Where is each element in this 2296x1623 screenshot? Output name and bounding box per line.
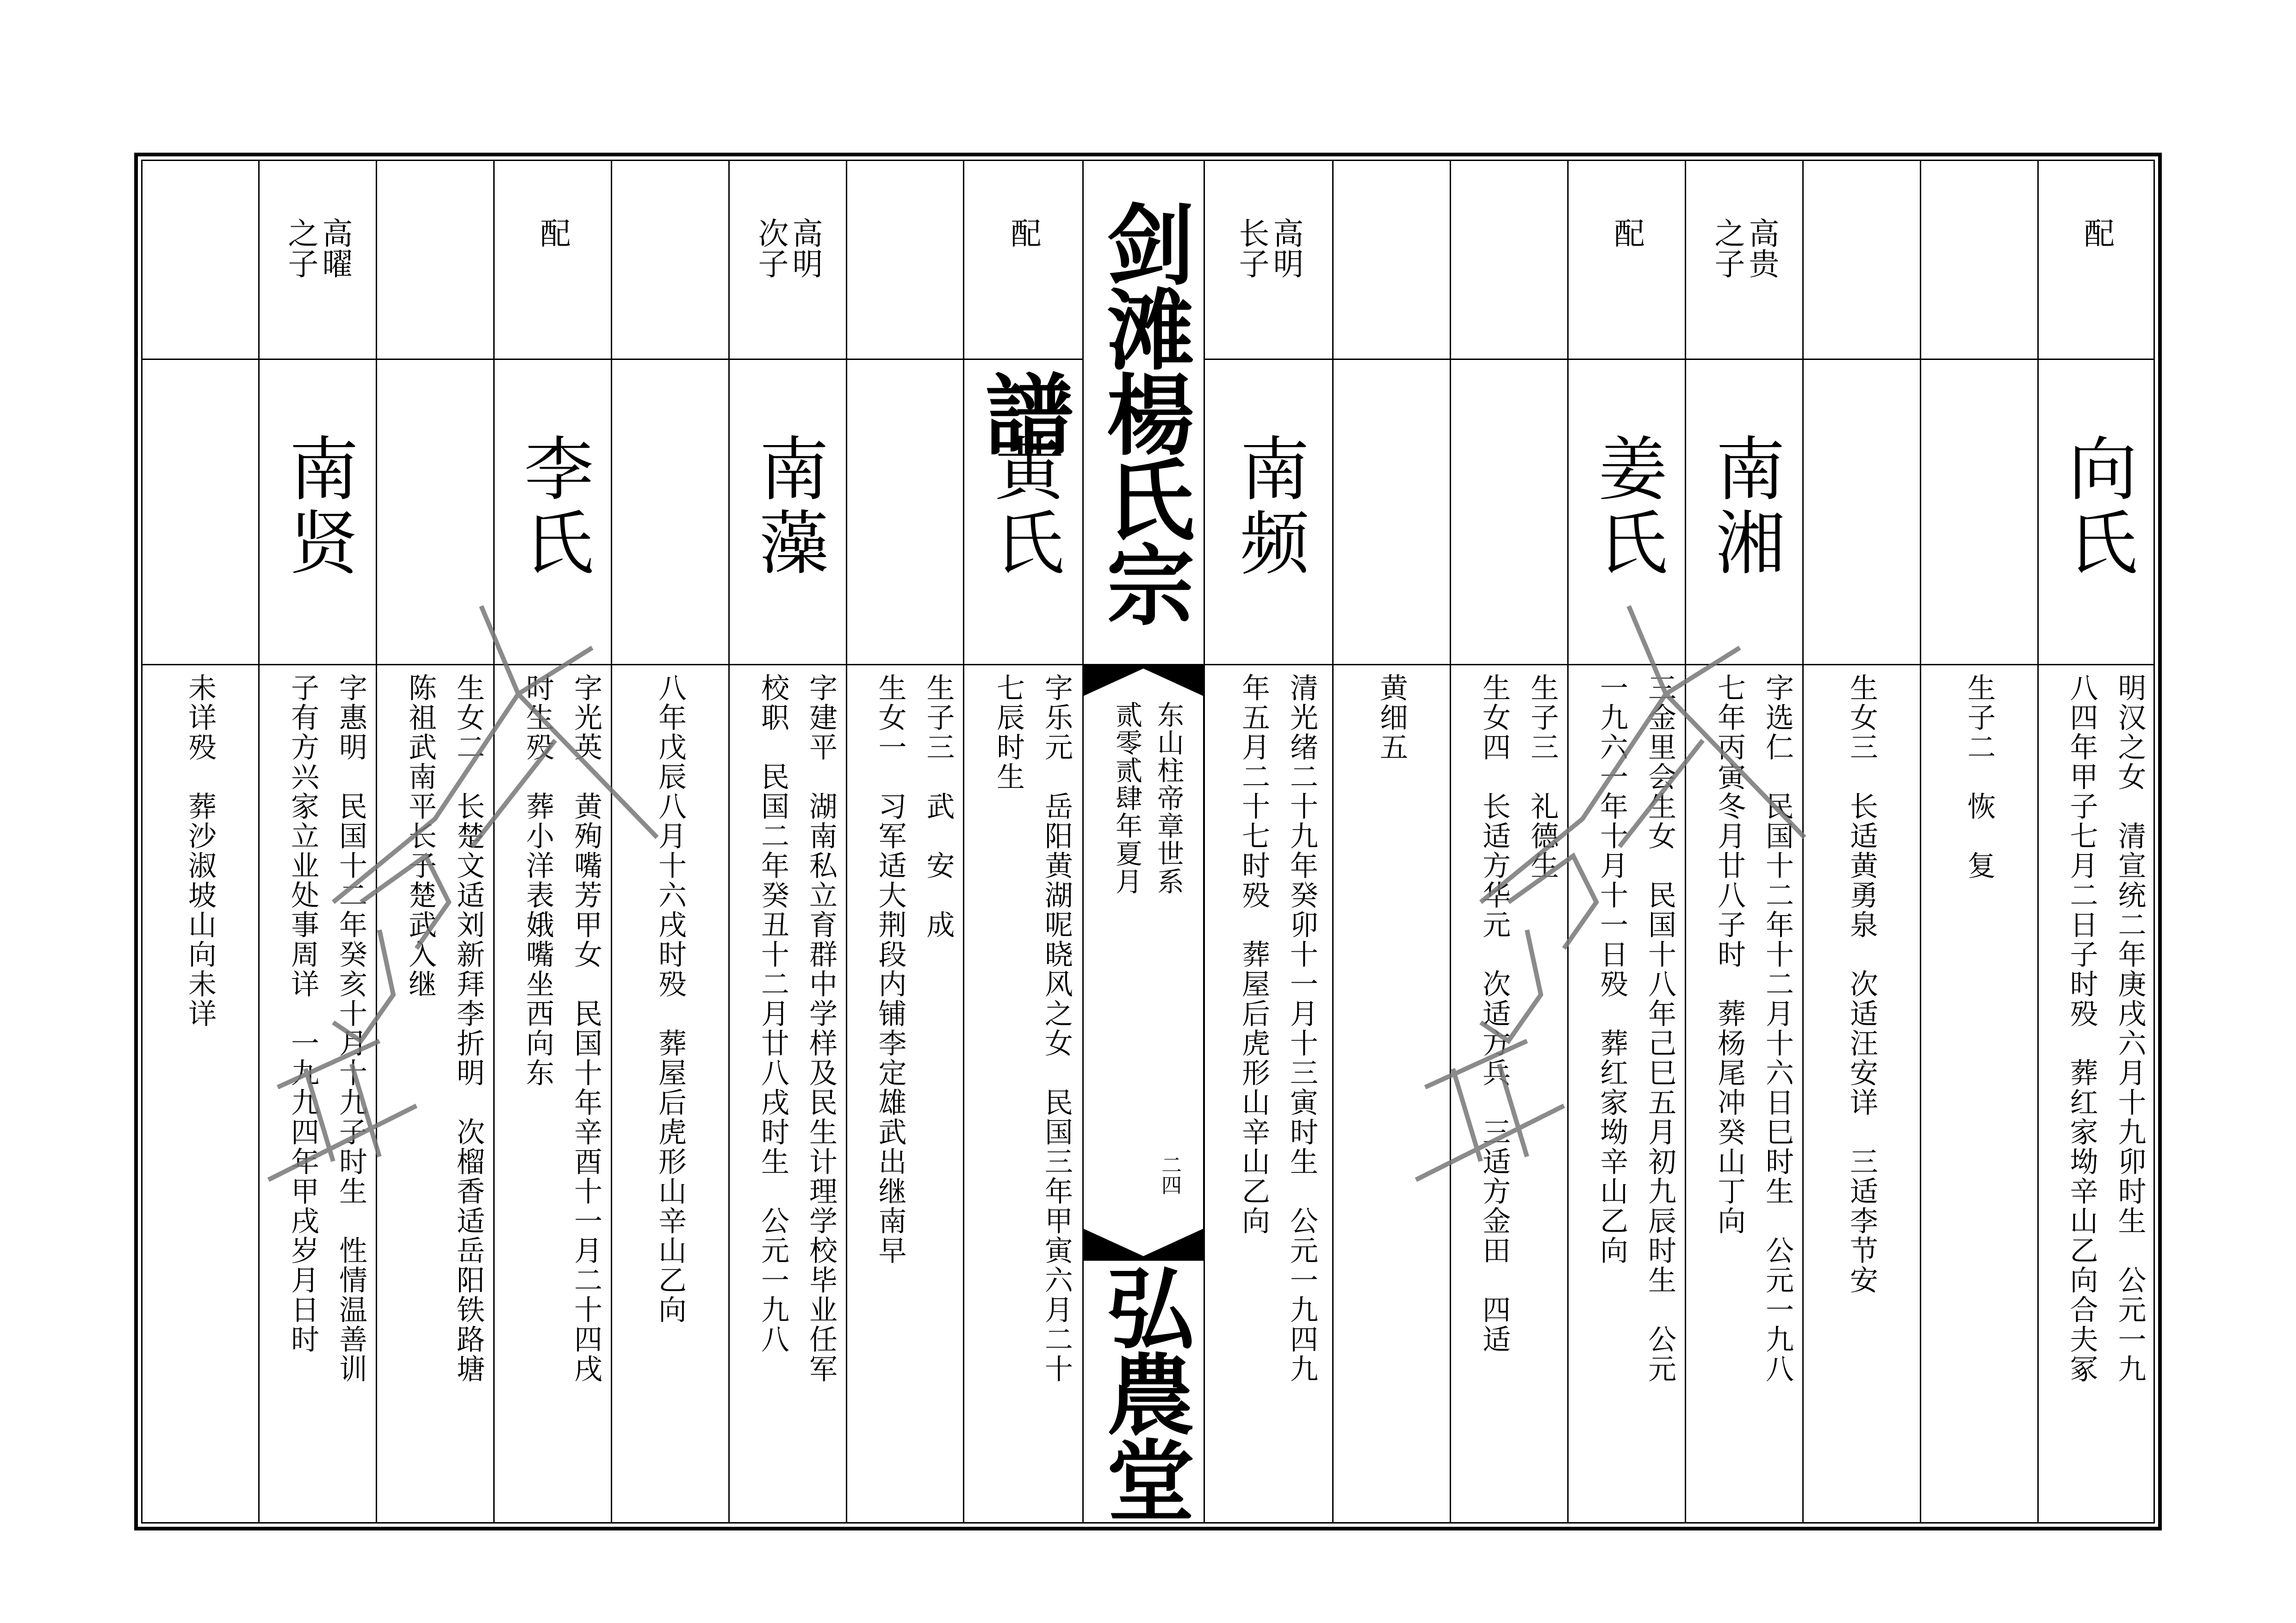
column-divider — [1332, 160, 1334, 1524]
person-name: 南藻 — [747, 433, 828, 581]
person-name: 姜氏 — [1586, 433, 1667, 581]
biography-text: 黄细五 — [1375, 673, 1408, 762]
relation-label: 配 — [2079, 217, 2115, 248]
watermark-stamp-left — [241, 578, 703, 1226]
biography-text: 生女三 长适黄勇泉 次适汪安详 三适李节安 — [1845, 673, 1878, 1295]
lineage-label: 东山柱帝章世系 — [1153, 701, 1184, 895]
biography-text: 生子三 武 安 成 生女一 习军适大荆段内铺李定雄武出继南早 — [874, 673, 955, 1265]
biography-text: 字光英 黄殉嘴芳甲女 民国十年辛酉十一月二十四戌 时生殁 葬小洋表娥嘴坐西向东 — [521, 673, 602, 1384]
page-number: 二四 — [1158, 1154, 1181, 1195]
person-name: 李氏 — [512, 433, 593, 581]
center-band — [1083, 664, 1204, 1261]
person-name: 南贤 — [277, 433, 358, 581]
center-band-ornament — [1083, 664, 1204, 1261]
biography-text: 生女二 长楚文适刘新拜李折明 次榴香适岳阳铁路塘 陈祖武南平长子楚武入继 — [404, 673, 485, 1384]
biography-text: 字建平 湖南私立育群中学样及民生计理学校毕业任军 校职 民国二年癸丑十二月廿八戌时生 公元一九八 — [757, 673, 838, 1384]
person-name: 南频 — [1228, 433, 1309, 581]
person-name: 黄氏 — [983, 433, 1063, 581]
column-divider — [2037, 160, 2039, 1524]
edition-date: 贰零贰肆年夏月 — [1111, 701, 1142, 895]
genealogy-title: 剑滩楊氏宗譜 — [971, 199, 1195, 625]
biography-text: 生子三 礼德生 生女四 长适方华元 次适方兵 三适方金田 四适 — [1478, 673, 1559, 1354]
biography-text: 字选仁 民国十二年十二月十六日巳时生 公元一九八 七年丙寅冬月廿八子时 葬杨尾冲癸山丁向 — [1713, 673, 1794, 1384]
row-divider-top-right — [1204, 359, 2155, 360]
biography-text: 明汉之女 清宣统二年庚戌六月十九卯时生 公元一九 八四年甲子七月二日子时殁 葬红家坳辛山乙向合夫冢 — [2065, 673, 2147, 1384]
hall-name: 弘農堂 — [1092, 1263, 1195, 1521]
column-divider — [1920, 160, 1921, 1524]
relation-label: 高明 长子 — [1234, 217, 1303, 279]
watermark-stamp-right — [1388, 578, 1851, 1226]
biography-text: 字乐元 岳阳黄湖呢晓风之女 民国三年甲寅六月二十 七辰时生 — [992, 673, 1073, 1384]
relation-label: 配 — [1005, 217, 1041, 248]
relation-label: 配 — [535, 217, 571, 248]
biography-text: 八年戊辰八月十六戌时殁 葬屋后虎形山辛山乙向 — [654, 673, 687, 1325]
person-name: 向氏 — [2056, 433, 2137, 581]
column-divider — [846, 160, 847, 1524]
relation-label: 高明 次子 — [753, 217, 823, 279]
biography-text: 未详殁 葬沙淑坡山向未详 — [184, 673, 217, 1028]
relation-label: 高曜 之子 — [283, 217, 353, 279]
biography-text: 字惠明 民国十二年癸亥十月十九子时生 性情温善训 子有方兴家立业处事周详 一九九四年甲戌岁月日时 — [286, 673, 367, 1384]
biography-text: 清光绪二十九年癸卯十一月十三寅时生 公元一九四九 年五月二十七时殁 葬屋后虎形山辛山乙向 — [1237, 673, 1318, 1384]
biography-text: 三金里会生女 民国十八年己巳五月初九辰时生 公元 一九六一年十月十一日殁 葬红家坳辛山乙向 — [1595, 673, 1676, 1384]
relation-label: 配 — [1609, 217, 1644, 248]
person-name: 南湘 — [1704, 433, 1784, 581]
relation-label: 高贵 之子 — [1709, 217, 1779, 279]
biography-text: 生子二 恢 复 — [1963, 673, 1996, 880]
column-divider — [728, 160, 730, 1524]
column-divider — [963, 160, 964, 1524]
